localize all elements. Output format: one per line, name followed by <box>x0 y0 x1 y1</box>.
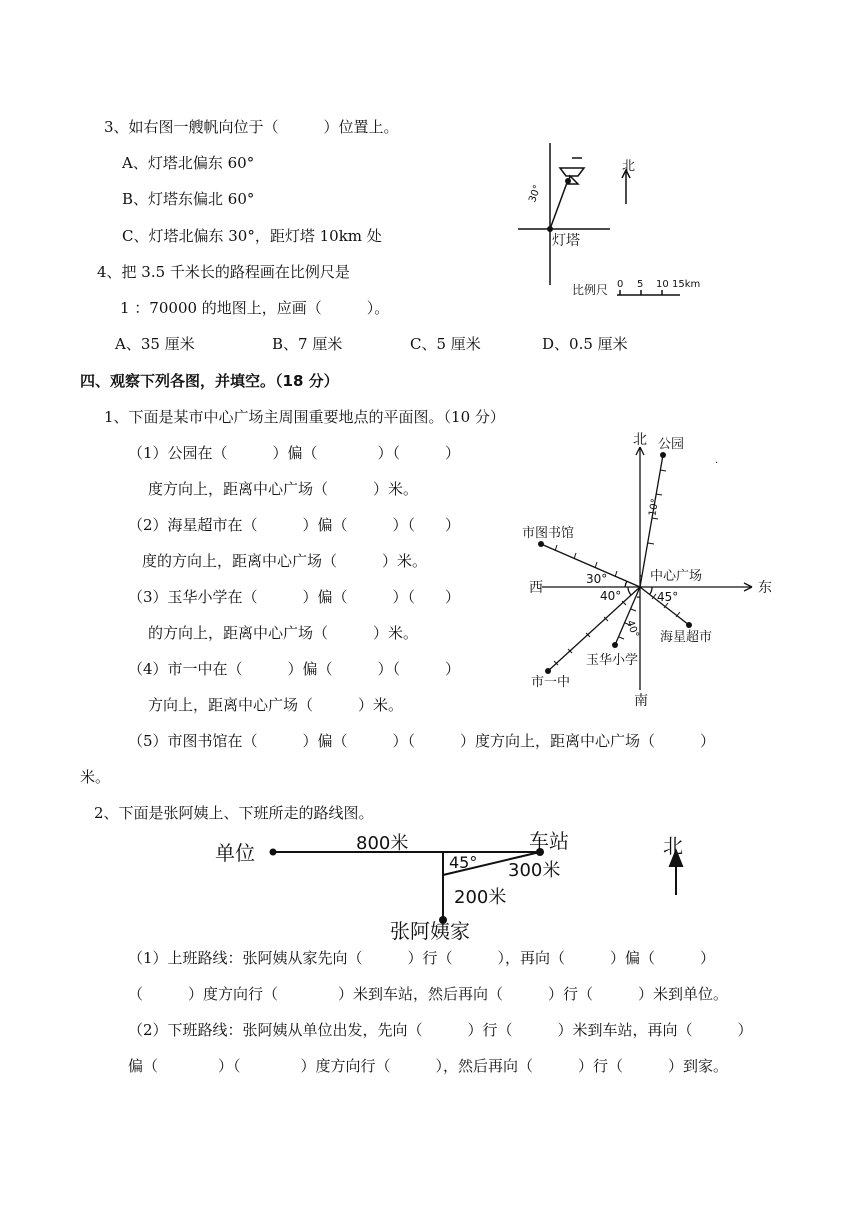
p1-intro: 1、下面是某市中心广场主周围重要地点的平面图。（10 分） <box>104 408 505 426</box>
scale-label: 比例尺 <box>572 283 609 297</box>
p2-line-4: 偏（ ）（ ）度方向行（ ），然后再向（ ）行（ ）到家。 <box>128 1057 729 1075</box>
q4-option-d: D、0.5 厘米 <box>542 335 628 353</box>
p1-line-6: 的方向上，距离中心广场（ ）米。 <box>148 624 419 642</box>
p1-line-1: （1）公园在（ ）偏（ ）（ ） <box>128 444 461 462</box>
middle-school-label: 市一中 <box>531 675 571 690</box>
p1-line-7: （4）市一中在（ ）偏（ ）（ ） <box>128 660 461 678</box>
p1-line-5: （3）玉华小学在（ ）偏（ ）（ ） <box>128 588 461 606</box>
work-label: 单位 <box>215 841 255 865</box>
p2-line-2: （ ）度方向行（ ）米到车站，然后再向（ ）行（ ）米到单位。 <box>128 985 729 1003</box>
q4-option-c: C、5 厘米 <box>410 335 481 353</box>
lighthouse-angle-label: 30° <box>527 183 544 205</box>
lighthouse-north-label: 北 <box>622 159 636 174</box>
p1-line-10: 米。 <box>80 768 111 786</box>
q4-question-cont: 1 ：70000 的地图上，应画（ ）。 <box>120 299 390 317</box>
q3-option-b: B、灯塔东偏北 60° <box>122 190 255 208</box>
distance-200-label: 200米 <box>454 887 507 908</box>
plaza-north-label: 北 <box>633 432 647 448</box>
q4-option-a: A、35 厘米 <box>115 335 195 353</box>
supermarket-angle-label: 45° <box>657 590 679 604</box>
p2-intro: 2、下面是张阿姨上、下班所走的路线图。 <box>94 804 374 822</box>
scale-tick-15: 15km <box>672 279 701 290</box>
route-angle-label: 45° <box>449 853 478 872</box>
plaza-south-label: 南 <box>634 693 648 709</box>
p1-line-4: 度的方向上，距离中心广场（ ）米。 <box>142 552 428 570</box>
scale-tick-0: 0 <box>617 279 624 290</box>
center-plaza-label: 中心广场 <box>650 569 703 584</box>
q3-option-c: C、灯塔北偏东 30°，距灯塔 10km 处 <box>122 227 382 245</box>
middle-school-angle-label: 40° <box>600 589 622 603</box>
distance-800-label: 800米 <box>356 833 409 854</box>
q3-option-a: A、灯塔北偏东 60° <box>122 154 255 172</box>
q3-question: 3、如右图一艘帆向位于（ ）位置上。 <box>104 118 399 136</box>
station-label: 车站 <box>529 829 569 853</box>
distance-300-label: 300米 <box>508 860 561 881</box>
q4-question: 4、把 3.5 千米长的路程画在比例尺是 <box>97 263 350 281</box>
plaza-east-label: 东 <box>758 580 772 596</box>
p2-line-3: （2）下班路线：张阿姨从单位出发，先向（ ）行（ ）米到车站，再向（ ） <box>128 1021 753 1039</box>
home-label: 张阿姨家 <box>390 919 470 943</box>
school-angle-label: 40° <box>624 618 641 640</box>
p2-line-1: （1）上班路线：张阿姨从家先向（ ）行（ ），再向（ ）偏（ ） <box>128 949 716 967</box>
library-angle-label: 30° <box>586 572 608 586</box>
library-label: 市图书馆 <box>522 526 575 541</box>
scale-tick-5: 5 <box>637 279 644 290</box>
route-north-label: 北 <box>663 834 683 858</box>
lighthouse-label: 灯塔 <box>552 233 580 249</box>
park-angle-label: 10° <box>647 497 662 518</box>
p1-line-9: （5）市图书馆在（ ）偏（ ）（ ）度方向上，距离中心广场（ ） <box>128 732 716 750</box>
section-title: 四、观察下列各图，并填空。（18 分） <box>80 372 339 390</box>
p1-line-2: 度方向上，距离中心广场（ ）米。 <box>148 480 419 498</box>
school-label: 玉华小学 <box>586 653 639 668</box>
p1-line-3: （2）海星超市在（ ）偏（ ）（ ） <box>128 516 461 534</box>
scale-tick-10: 10 <box>656 279 669 290</box>
park-label: 公园 <box>658 437 685 452</box>
supermarket-label: 海星超市 <box>660 630 713 645</box>
p1-line-8: 方向上，距离中心广场（ ）米。 <box>148 696 404 714</box>
q4-option-b: B、7 厘米 <box>272 335 343 353</box>
speck: . <box>715 455 719 466</box>
plaza-west-label: 西 <box>529 580 543 596</box>
